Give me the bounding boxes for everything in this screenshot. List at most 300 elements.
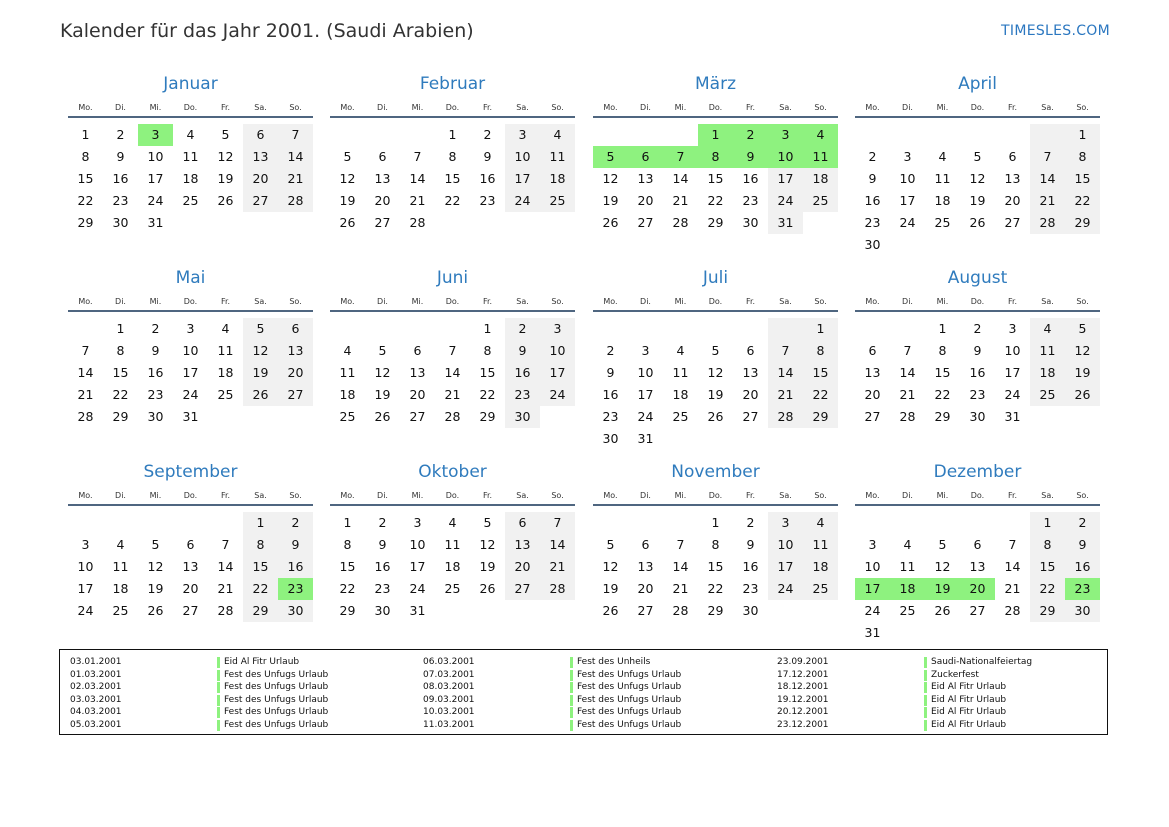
holiday-name: Fest des Unfugs Urlaub [224,682,329,693]
day-cell: 12 [934,559,951,574]
month-divider [855,310,1100,312]
day-cell: 11 [112,559,129,574]
day-cell: 13 [969,559,986,574]
weekday-header: Mi. [411,297,424,306]
weekday-header: Mi. [674,103,687,112]
holiday-day-cell: 23 [278,578,313,600]
day-cell: 20 [637,581,654,596]
weekday-header: Mo. [78,297,93,306]
day-cell: 15 [444,171,461,186]
day-cell: 22 [707,581,724,596]
holiday-day-cell: 18 [890,578,925,600]
day-cell: 23 [742,581,759,596]
legend-row [777,706,1097,719]
day-cell: 29 [243,600,278,622]
day-cell: 2 [116,127,125,142]
legend-column [423,656,743,732]
day-cell: 9 [151,343,160,358]
day-cell: 1 [343,515,352,530]
month-divider [593,504,838,506]
day-cell: 17 [182,365,199,380]
holiday-date: 18.12.2001 [777,682,829,693]
month-name: September [143,462,238,482]
month-divider [330,116,575,118]
holiday-color-marker [570,670,573,681]
holiday-name: Fest des Unfugs Urlaub [224,707,329,718]
holiday-color-marker [570,657,573,668]
day-cell: 13 [409,365,426,380]
day-cell: 27 [864,409,881,424]
weekday-header: Sa. [516,297,529,306]
day-cell: 18 [934,193,951,208]
weekday-header: Fr. [220,103,231,112]
day-cell: 16 [505,362,540,384]
holiday-day-cell: 9 [733,146,768,168]
day-cell: 25 [803,190,838,212]
month-name: März [695,74,736,94]
day-cell: 17 [409,559,426,574]
day-cell: 20 [1004,193,1021,208]
holiday-date: 06.03.2001 [423,657,475,667]
weekday-header: Mo. [340,297,355,306]
day-cell: 28 [1030,212,1065,234]
day-cell: 18 [803,556,838,578]
month-9 [330,462,575,652]
day-cell: 29 [707,603,724,618]
weekday-header: Di. [115,103,126,112]
legend-row [777,694,1097,707]
day-cell: 25 [444,581,461,596]
day-cell: 6 [505,512,540,534]
weekday-header: So. [1076,103,1089,112]
day-cell: 4 [221,321,230,336]
day-cell: 7 [81,343,90,358]
day-cell: 3 [868,537,877,552]
weekday-header: Sa. [516,491,529,500]
day-cell: 29 [1065,212,1100,234]
holiday-name: Fest des Unheils [577,657,651,667]
day-cell: 29 [707,215,724,230]
weekday-header: Di. [640,103,651,112]
legend-row [423,669,743,682]
brand-link[interactable]: TIMESLES.COM [1001,23,1110,39]
day-cell: 23 [147,387,164,402]
day-cell: 17 [768,556,803,578]
month-divider [330,310,575,312]
holiday-name: Fest des Unfugs Urlaub [577,719,682,730]
holiday-day-cell: 10 [768,146,803,168]
day-cell: 19 [707,387,724,402]
day-cell: 8 [483,343,492,358]
holiday-name: Saudi-Nationalfeiertag [931,657,1033,667]
day-cell: 25 [1030,384,1065,406]
holiday-date: 08.03.2001 [423,682,475,693]
weekday-header: Fr. [220,491,231,500]
holiday-day-cell: 5 [593,146,628,168]
day-cell: 31 [147,215,164,230]
weekday-header: Di. [115,491,126,500]
day-cell: 14 [409,171,426,186]
day-cell: 10 [77,559,94,574]
day-cell: 20 [742,387,759,402]
day-cell: 22 [112,387,129,402]
holiday-date: 03.01.2001 [70,657,122,667]
day-cell: 7 [768,340,803,362]
day-cell: 5 [243,318,278,340]
month-5 [330,268,575,458]
legend-row [777,681,1097,694]
day-cell: 14 [768,362,803,384]
day-cell: 15 [339,559,356,574]
day-cell: 27 [637,215,654,230]
weekday-header: Di. [377,297,388,306]
weekday-header: Sa. [516,103,529,112]
weekday-header: Sa. [254,297,267,306]
day-cell: 16 [278,556,313,578]
day-cell: 22 [479,387,496,402]
day-cell: 21 [1004,581,1021,596]
weekday-header: Fr. [220,297,231,306]
day-cell: 12 [969,171,986,186]
day-cell: 21 [409,193,426,208]
day-cell: 4 [186,127,195,142]
holiday-name: Eid Al Fitr Urlaub [931,694,1007,705]
day-cell: 11 [217,343,234,358]
holiday-color-marker [924,682,927,693]
holiday-color-marker [217,695,220,706]
day-cell: 26 [147,603,164,618]
weekday-header: So. [1076,491,1089,500]
holiday-date: 04.03.2001 [70,707,122,718]
weekday-header: So. [289,491,302,500]
day-cell: 7 [413,149,422,164]
legend-row [70,706,390,719]
day-cell: 2 [1065,512,1100,534]
weekday-header: Sa. [779,491,792,500]
holiday-day-cell: 19 [925,578,960,600]
day-cell: 6 [378,149,387,164]
day-cell: 20 [637,193,654,208]
day-cell: 11 [1030,340,1065,362]
weekday-header: Fr. [745,103,756,112]
day-cell: 26 [479,581,496,596]
day-cell: 1 [711,515,720,530]
day-cell: 17 [899,193,916,208]
day-cell: 20 [505,556,540,578]
weekday-header: Sa. [254,103,267,112]
day-cell: 12 [479,537,496,552]
legend-column [777,656,1097,732]
day-cell: 7 [1030,146,1065,168]
weekday-header: Mo. [340,491,355,500]
weekday-header: Do. [970,103,985,112]
day-cell: 9 [483,149,492,164]
day-cell: 12 [602,559,619,574]
weekday-header: Fr. [745,297,756,306]
weekday-header: Mi. [411,103,424,112]
weekday-header: Fr. [482,103,493,112]
day-cell: 28 [217,603,234,618]
day-cell: 26 [602,215,619,230]
day-cell: 3 [1008,321,1017,336]
weekday-header: So. [551,103,564,112]
day-cell: 11 [672,365,689,380]
day-cell: 19 [339,193,356,208]
day-cell: 13 [1004,171,1021,186]
day-cell: 28 [278,190,313,212]
weekday-header: Do. [445,103,460,112]
day-cell: 1 [1030,512,1065,534]
weekday-header: Sa. [779,297,792,306]
holiday-day-cell: 3 [768,124,803,146]
month-divider [330,504,575,506]
day-cell: 11 [803,534,838,556]
legend-row [423,706,743,719]
day-cell: 23 [864,215,881,230]
weekday-header: Sa. [779,103,792,112]
day-cell: 13 [864,365,881,380]
page-title: Kalender für das Jahr 2001. (Saudi Arabien) [60,20,474,42]
day-cell: 12 [243,340,278,362]
day-cell: 10 [637,365,654,380]
day-cell: 28 [672,603,689,618]
day-cell: 7 [448,343,457,358]
day-cell: 13 [742,365,759,380]
holiday-name: Fest des Unfugs Urlaub [577,669,682,680]
holiday-color-marker [217,707,220,718]
day-cell: 7 [676,537,685,552]
day-cell: 1 [938,321,947,336]
month-name: Oktober [418,462,487,482]
day-cell: 10 [768,534,803,556]
day-cell: 19 [602,193,619,208]
day-cell: 30 [505,406,540,428]
weekday-header: So. [289,297,302,306]
day-cell: 5 [711,343,720,358]
day-cell: 23 [374,581,391,596]
holiday-name: Fest des Unfugs Urlaub [577,694,682,705]
weekday-header: Sa. [1041,297,1054,306]
day-cell: 18 [803,168,838,190]
month-divider [68,310,313,312]
weekday-header: Sa. [1041,103,1054,112]
day-cell: 28 [768,406,803,428]
day-cell: 10 [1004,343,1021,358]
legend-row [70,719,390,732]
holiday-name: Eid Al Fitr Urlaub [931,707,1007,718]
day-cell: 14 [672,171,689,186]
day-cell: 2 [278,512,313,534]
weekday-header: So. [289,103,302,112]
day-cell: 19 [969,193,986,208]
legend-row [423,681,743,694]
day-cell: 5 [1065,318,1100,340]
weekday-header: Di. [902,103,913,112]
day-cell: 7 [221,537,230,552]
day-cell: 23 [969,387,986,402]
holiday-color-marker [924,670,927,681]
day-cell: 19 [243,362,278,384]
weekday-header: Mi. [674,491,687,500]
holiday-date: 05.03.2001 [70,719,122,730]
day-cell: 17 [768,168,803,190]
day-cell: 14 [278,146,313,168]
month-name: Dezember [933,462,1022,482]
day-cell: 18 [540,168,575,190]
day-cell: 31 [864,625,881,640]
day-cell: 5 [221,127,230,142]
month-name: November [671,462,760,482]
day-cell: 29 [77,215,94,230]
month-divider [593,116,838,118]
weekday-header: Mo. [603,297,618,306]
day-cell: 3 [81,537,90,552]
day-cell: 24 [1004,387,1021,402]
day-cell: 24 [768,578,803,600]
holiday-name: Eid Al Fitr Urlaub [931,719,1007,730]
weekday-header: Di. [377,103,388,112]
day-cell: 15 [243,556,278,578]
day-cell: 15 [1065,168,1100,190]
day-cell: 3 [768,512,803,534]
day-cell: 19 [1065,362,1100,384]
day-cell: 31 [637,431,654,446]
day-cell: 19 [479,559,496,574]
holiday-color-marker [217,720,220,731]
weekday-header: Do. [183,103,198,112]
legend-row [423,719,743,732]
holiday-date: 19.12.2001 [777,694,829,705]
day-cell: 18 [672,387,689,402]
day-cell: 24 [540,384,575,406]
month-name: Juni [436,268,469,288]
day-cell: 1 [243,512,278,534]
day-cell: 15 [707,559,724,574]
day-cell: 1 [483,321,492,336]
legend-column [70,656,390,732]
day-cell: 25 [112,603,129,618]
day-cell: 22 [1065,190,1100,212]
day-cell: 21 [672,193,689,208]
day-cell: 27 [278,384,313,406]
weekday-header: Mo. [78,491,93,500]
day-cell: 28 [444,409,461,424]
holiday-day-cell: 17 [855,578,890,600]
day-cell: 28 [672,215,689,230]
day-cell: 22 [1030,578,1065,600]
day-cell: 27 [409,409,426,424]
day-cell: 25 [672,409,689,424]
day-cell: 27 [243,190,278,212]
weekday-header: Mi. [149,491,162,500]
holiday-name: Fest des Unfugs Urlaub [577,707,682,718]
holiday-name: Eid Al Fitr Urlaub [931,682,1007,693]
day-cell: 7 [540,512,575,534]
weekday-header: Mo. [78,103,93,112]
day-cell: 9 [1065,534,1100,556]
month-name: Februar [419,74,486,94]
day-cell: 25 [899,603,916,618]
day-cell: 20 [374,193,391,208]
weekday-header: Do. [708,103,723,112]
legend-row [70,656,390,669]
day-cell: 26 [243,384,278,406]
day-cell: 13 [637,171,654,186]
day-cell: 27 [1004,215,1021,230]
legend-row [777,656,1097,669]
day-cell: 8 [1065,146,1100,168]
holiday-day-cell: 4 [803,124,838,146]
day-cell: 6 [746,343,755,358]
day-cell: 2 [505,318,540,340]
day-cell: 17 [540,362,575,384]
day-cell: 25 [217,387,234,402]
month-7 [855,268,1100,458]
day-cell: 12 [374,365,391,380]
day-cell: 4 [343,343,352,358]
day-cell: 30 [278,600,313,622]
day-cell: 18 [339,387,356,402]
day-cell: 14 [899,365,916,380]
day-cell: 4 [676,343,685,358]
day-cell: 31 [182,409,199,424]
holiday-color-marker [570,720,573,731]
day-cell: 22 [444,193,461,208]
day-cell: 3 [903,149,912,164]
day-cell: 16 [969,365,986,380]
holiday-day-cell: 8 [698,146,733,168]
day-cell: 17 [147,171,164,186]
day-cell: 24 [768,190,803,212]
day-cell: 21 [278,168,313,190]
day-cell: 2 [151,321,160,336]
day-cell: 29 [112,409,129,424]
day-cell: 10 [147,149,164,164]
day-cell: 25 [339,409,356,424]
day-cell: 10 [864,559,881,574]
month-1 [330,74,575,264]
holiday-color-marker [924,657,927,668]
day-cell: 8 [1030,534,1065,556]
day-cell: 23 [505,384,540,406]
day-cell: 18 [217,365,234,380]
holiday-date: 23.09.2001 [777,657,829,667]
day-cell: 21 [672,581,689,596]
weekday-header: Sa. [1041,491,1054,500]
day-cell: 24 [637,409,654,424]
holiday-date: 09.03.2001 [423,694,475,705]
day-cell: 4 [448,515,457,530]
day-cell: 2 [606,343,615,358]
day-cell: 26 [1065,384,1100,406]
day-cell: 16 [374,559,391,574]
month-name: August [947,268,1008,288]
weekday-header: Di. [115,297,126,306]
legend-row [777,719,1097,732]
day-cell: 20 [278,362,313,384]
day-cell: 8 [803,340,838,362]
day-cell: 10 [409,537,426,552]
holiday-day-cell: 1 [698,124,733,146]
legend-row [70,669,390,682]
day-cell: 3 [641,343,650,358]
day-cell: 8 [343,537,352,552]
weekday-header: Di. [902,491,913,500]
day-cell: 3 [505,124,540,146]
month-8 [68,462,313,652]
weekday-header: Mo. [340,103,355,112]
day-cell: 9 [378,537,387,552]
